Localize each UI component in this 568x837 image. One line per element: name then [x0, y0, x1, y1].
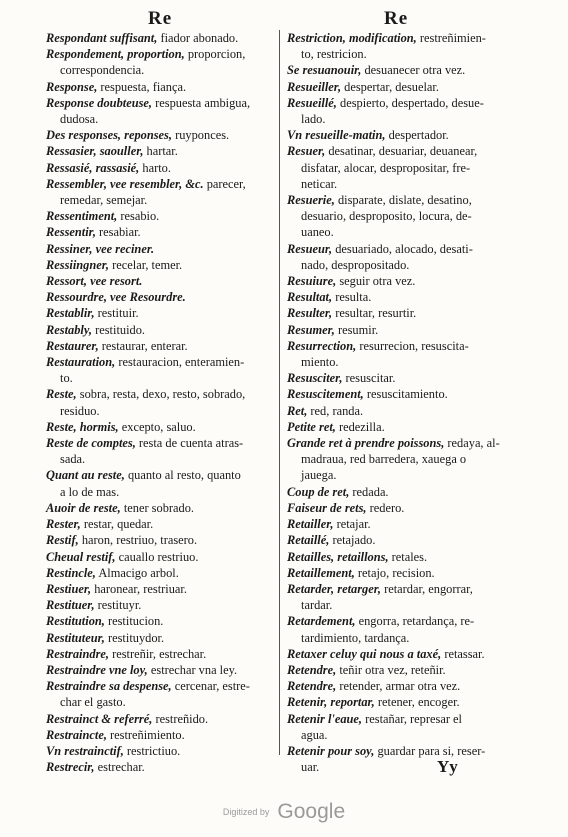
- dictionary-entry: [46, 630, 278, 646]
- dictionary-entry: [46, 79, 278, 95]
- entry-headword: Retenir, reportar,: [287, 695, 375, 710]
- entry-definition: resabio.: [120, 209, 160, 224]
- entry-definition: retender, armar otra vez.: [339, 679, 461, 694]
- dictionary-entry: [46, 224, 278, 240]
- entry-definition: respuesta ambigua,: [155, 95, 251, 110]
- entry-headword: Retaillement,: [287, 565, 355, 580]
- entry-definition: retajado.: [332, 533, 376, 548]
- entry-definition: Almacigo arbol.: [98, 565, 179, 580]
- entry-definition: teñir otra vez, reteñir.: [339, 662, 446, 677]
- entry-headword: Restrecir,: [46, 760, 95, 775]
- entry-headword: Restrainct & referré,: [46, 711, 153, 726]
- entry-definition: restañar, represar el: [365, 711, 462, 726]
- entry-definition: resurrecion, resuscita-: [359, 338, 469, 353]
- dictionary-entry: [287, 419, 519, 435]
- entry-headword: Retailles, retaillons,: [287, 549, 389, 564]
- dictionary-entry: [287, 500, 519, 516]
- dictionary-entry: [46, 711, 278, 727]
- dictionary-entry: [46, 127, 278, 143]
- entry-headword: Retailler,: [287, 517, 334, 532]
- entry-definition: cercenar, estre-: [174, 679, 250, 694]
- entry-headword: Resuscitement,: [287, 387, 364, 402]
- entry-definition: restreñido.: [155, 711, 209, 726]
- entry-definition-continued: a lo de mas.: [60, 484, 120, 499]
- entry-definition: desatinar, desuariar, deuanear,: [328, 144, 478, 159]
- entry-headword: Restituteur,: [46, 630, 105, 645]
- entry-headword: Response doubteuse,: [46, 95, 153, 110]
- entry-headword: Vn resueille-matin,: [287, 128, 386, 143]
- entry-definition: retardar, engorrar,: [384, 581, 473, 596]
- dictionary-entry: [287, 370, 519, 386]
- entry-definition: disparate, dislate, desatino,: [337, 193, 472, 208]
- dictionary-entry: [287, 386, 519, 402]
- entry-headword: Ret,: [287, 403, 308, 418]
- entry-definition-continued: tardimiento, tardança.: [301, 630, 410, 645]
- entry-definition: retener, encoger.: [377, 695, 460, 710]
- dictionary-entry: [287, 581, 519, 613]
- dictionary-entry: [287, 549, 519, 565]
- entry-definition: quanto al resto, quanto: [127, 468, 241, 483]
- entry-definition: harto.: [142, 160, 171, 175]
- entry-definition: hartar.: [146, 144, 178, 159]
- entry-headword: Retaillé,: [287, 533, 330, 548]
- left-running-head: Re: [148, 8, 173, 29]
- entry-headword: Respondement, proportion,: [46, 47, 185, 62]
- entry-headword: Ressasier, saouller,: [46, 144, 144, 159]
- entry-definition: redada.: [352, 484, 389, 499]
- entry-definition-continued: miento.: [301, 355, 339, 370]
- entry-headword: Resueiller,: [287, 79, 342, 94]
- entry-definition: desuanecer otra vez.: [364, 63, 466, 78]
- entry-headword: Retardement,: [287, 614, 356, 629]
- entry-headword: Restraindre vne loy,: [46, 662, 148, 677]
- signature-mark: Yy: [437, 757, 458, 776]
- dictionary-entry: [287, 62, 519, 78]
- entry-headword: Restriction, modification,: [287, 31, 417, 45]
- dictionary-entry: [46, 322, 278, 338]
- entry-definition: restitucion.: [107, 614, 164, 629]
- entry-headword: Retendre,: [287, 679, 337, 694]
- entry-definition: seguir otra vez.: [339, 274, 416, 289]
- digitized-watermark: [0, 800, 568, 824]
- dictionary-entry: [46, 273, 278, 289]
- entry-headword: Reste, hormis,: [46, 419, 119, 434]
- dictionary-entry: [46, 435, 278, 467]
- entry-headword: Restitution,: [46, 614, 105, 629]
- entry-definition: resta de cuenta atras-: [138, 436, 244, 451]
- entry-headword: Retaxer celuy qui nous a taxé,: [287, 646, 442, 661]
- entry-headword: Se resuanouir,: [287, 63, 362, 78]
- dictionary-entry: [46, 208, 278, 224]
- entry-headword: Quant au reste,: [46, 468, 125, 483]
- dictionary-entry: [46, 176, 278, 208]
- entry-definition: restituido.: [95, 322, 146, 337]
- entry-definition: resultar, resurtir.: [335, 306, 417, 321]
- entry-headword: Ressentir,: [46, 225, 96, 240]
- dictionary-entry: [46, 386, 278, 418]
- dictionary-entry: [46, 354, 278, 386]
- entry-headword: Restituer,: [46, 598, 95, 613]
- right-column: [287, 30, 519, 775]
- dictionary-entry: [287, 532, 519, 548]
- entry-definition: restaurar, enterar.: [101, 338, 188, 353]
- dictionary-entry: [46, 500, 278, 516]
- dictionary-entry: [287, 646, 519, 662]
- dictionary-entry: [46, 581, 278, 597]
- entry-headword: Restraindre,: [46, 646, 109, 661]
- dictionary-entry: [287, 30, 519, 62]
- dictionary-entry: [287, 565, 519, 581]
- entry-definition: restauracion, enteramien-: [118, 355, 245, 370]
- entry-headword: Restiuer,: [46, 581, 92, 596]
- entry-headword: Respondant suffisant,: [46, 31, 158, 45]
- dictionary-entry: [46, 467, 278, 499]
- entry-headword: Reste,: [46, 387, 77, 402]
- entry-definition-continued: nado, despropositado.: [301, 257, 410, 272]
- entry-headword: Resuiure,: [287, 274, 337, 289]
- entry-definition: redaya, al-: [447, 436, 500, 451]
- entry-definition: recelar, temer.: [112, 257, 183, 272]
- entry-definition-continued: to.: [60, 371, 73, 386]
- entry-definition: sobra, resta, dexo, resto, sobrado,: [79, 387, 246, 402]
- dictionary-entry: [287, 403, 519, 419]
- dictionary-entry: [46, 613, 278, 629]
- entry-headword: Ressentiment,: [46, 209, 118, 224]
- entry-definition: resabiar.: [99, 225, 141, 240]
- entry-definition: ruyponces.: [175, 128, 230, 143]
- entry-headword: Restaurer,: [46, 338, 99, 353]
- entry-definition: haronear, restriuar.: [94, 581, 187, 596]
- watermark-brand: Google: [277, 800, 346, 823]
- entry-definition-continued: disfatar, alocar, despropositar, fre-: [301, 160, 471, 175]
- dictionary-entry: [287, 322, 519, 338]
- dictionary-entry: [46, 549, 278, 565]
- entry-headword: Restif,: [46, 533, 79, 548]
- entry-definition: despertador.: [388, 128, 449, 143]
- entry-definition: restituyr.: [97, 598, 142, 613]
- dictionary-entry: [46, 516, 278, 532]
- entry-headword: Vn restrainctif,: [46, 743, 124, 758]
- dictionary-entry: [46, 95, 278, 127]
- entry-definition-continued: uaneo.: [301, 225, 334, 240]
- dictionary-entry: [46, 532, 278, 548]
- entry-definition: estrechar vna ley.: [150, 662, 238, 677]
- dictionary-entry: [287, 273, 519, 289]
- entry-headword: Ressourdre, vee Resourdre.: [46, 290, 186, 305]
- entry-definition-continued: char el gasto.: [60, 695, 126, 710]
- dictionary-entry: [287, 241, 519, 273]
- entry-headword: Des responses, reponses,: [46, 128, 172, 143]
- dictionary-entry: [46, 257, 278, 273]
- entry-headword: Resueur,: [287, 241, 333, 256]
- entry-definition: retassar.: [444, 646, 485, 661]
- entry-headword: Resuer,: [287, 144, 326, 159]
- entry-headword: Restablir,: [46, 306, 95, 321]
- entry-headword: Resulter,: [287, 306, 333, 321]
- entry-headword: Retenir pour soy,: [287, 743, 375, 758]
- dictionary-entry: [287, 95, 519, 127]
- entry-definition-continued: correspondencia.: [60, 63, 145, 78]
- entry-headword: Ressiingner,: [46, 257, 110, 272]
- entry-definition: estrechar.: [97, 760, 145, 775]
- entry-definition-continued: jauega.: [301, 468, 337, 483]
- entry-definition: redero.: [369, 500, 405, 515]
- entry-headword: Resumer,: [287, 322, 335, 337]
- entry-definition-continued: dudosa.: [60, 112, 99, 127]
- entry-headword: Petite ret,: [287, 419, 336, 434]
- entry-definition: parecer,: [206, 176, 246, 191]
- dictionary-entry: [287, 192, 519, 241]
- entry-definition: guardar para si, reser-: [377, 743, 486, 758]
- entry-definition: desuariado, alocado, desati-: [335, 241, 473, 256]
- entry-headword: Rester,: [46, 517, 81, 532]
- dictionary-entry: [287, 613, 519, 645]
- dictionary-entry: [46, 743, 278, 759]
- entry-headword: Reste de comptes,: [46, 436, 136, 451]
- dictionary-entry: [46, 662, 278, 678]
- entry-definition: restreñimien-: [419, 31, 486, 45]
- dictionary-entry: [287, 435, 519, 484]
- dictionary-entry: [46, 727, 278, 743]
- dictionary-entry: [46, 305, 278, 321]
- dictionary-entry: [46, 241, 278, 257]
- entry-definition-continued: sada.: [60, 452, 86, 467]
- left-column: [46, 30, 278, 775]
- entry-definition: despertar, desuelar.: [344, 79, 439, 94]
- dictionary-entry: [46, 160, 278, 176]
- entry-headword: Auoir de reste,: [46, 500, 121, 515]
- entry-headword: Ressembler, vee resembler, &c.: [46, 176, 204, 191]
- dictionary-entry: [287, 79, 519, 95]
- entry-definition-continued: madraua, red barredera, xauega o: [301, 452, 467, 467]
- entry-headword: Resuerie,: [287, 193, 335, 208]
- dictionary-entry: [46, 759, 278, 775]
- entry-headword: Cheual restif,: [46, 549, 116, 564]
- entry-definition-continued: agua.: [301, 727, 328, 742]
- dictionary-entry: [287, 484, 519, 500]
- column-divider: [279, 30, 280, 755]
- entry-definition: resuscitamiento.: [366, 387, 448, 402]
- dictionary-entry: [287, 516, 519, 532]
- entry-definition: resumir.: [337, 322, 379, 337]
- entry-headword: Resultat,: [287, 290, 333, 305]
- entry-definition: restituir.: [97, 306, 139, 321]
- dictionary-entry: [46, 419, 278, 435]
- dictionary-entry: [287, 127, 519, 143]
- dictionary-entry: [287, 678, 519, 694]
- dictionary-entry: [287, 289, 519, 305]
- entry-definition: restreñimiento.: [110, 727, 185, 742]
- entry-definition-continued: uar.: [301, 760, 320, 775]
- entry-definition-continued: remedar, semejar.: [60, 193, 148, 208]
- entry-definition: restrictiuo.: [126, 743, 181, 758]
- entry-definition: retajo, recision.: [357, 565, 435, 580]
- entry-definition: haron, restriuo, trasero.: [81, 533, 198, 548]
- dictionary-entry: [46, 289, 278, 305]
- entry-definition: despierto, despertado, desue-: [340, 95, 484, 110]
- entry-headword: Resusciter,: [287, 371, 343, 386]
- entry-definition-continued: lado.: [301, 112, 326, 127]
- entry-definition: resulta.: [335, 290, 372, 305]
- dictionary-entry: [287, 662, 519, 678]
- entry-definition: resuscitar.: [345, 371, 396, 386]
- dictionary-entry: [287, 694, 519, 710]
- entry-definition-continued: desuario, desproposito, locura, de-: [301, 209, 472, 224]
- entry-headword: Ressiner, vee reciner.: [46, 241, 155, 256]
- entry-headword: Restincle,: [46, 565, 96, 580]
- entry-definition: cauallo restriuo.: [118, 549, 199, 564]
- entry-headword: Restauration,: [46, 355, 116, 370]
- entry-definition-continued: residuo.: [60, 403, 100, 418]
- entry-definition: respuesta, fiança.: [100, 79, 187, 94]
- watermark-prefix: Digitized by: [222, 807, 270, 817]
- entry-headword: Resueillé,: [287, 95, 337, 110]
- entry-definition: retajar.: [336, 517, 371, 532]
- entry-definition: excepto, saluo.: [121, 419, 196, 434]
- entry-headword: Restraincte,: [46, 727, 107, 742]
- dictionary-entry: [287, 743, 519, 775]
- entry-definition: retales.: [391, 549, 428, 564]
- dictionary-entry: [46, 143, 278, 159]
- dictionary-entry: [46, 46, 278, 78]
- entry-headword: Restraindre sa despense,: [46, 679, 172, 694]
- dictionary-entry: [287, 711, 519, 743]
- entry-headword: Grande ret à prendre poissons,: [287, 436, 445, 451]
- entry-headword: Retenir l'eaue,: [287, 711, 363, 726]
- dictionary-entry: [287, 143, 519, 192]
- entry-definition-continued: tardar.: [301, 598, 333, 613]
- dictionary-entry: [46, 597, 278, 613]
- entry-headword: Retarder, retarger,: [287, 581, 381, 596]
- entry-definition-continued: neticar.: [301, 176, 338, 191]
- entry-definition-continued: to, restricion.: [301, 47, 367, 62]
- entry-headword: Faiseur de rets,: [287, 500, 367, 515]
- entry-headword: Coup de ret,: [287, 484, 350, 499]
- dictionary-entry: [46, 565, 278, 581]
- entry-headword: Response,: [46, 79, 98, 94]
- entry-definition: fiador abonado.: [160, 31, 239, 45]
- entry-headword: Retendre,: [287, 662, 337, 677]
- entry-headword: Restably,: [46, 322, 92, 337]
- dictionary-entry: [46, 338, 278, 354]
- entry-headword: Ressasié, rassasié,: [46, 160, 140, 175]
- dictionary-entry: [46, 30, 278, 46]
- entry-definition: restreñir, estrechar.: [112, 646, 207, 661]
- entry-definition: proporcion,: [187, 47, 246, 62]
- right-running-head: Re: [384, 8, 409, 29]
- entry-definition: red, randa.: [310, 403, 364, 418]
- dictionary-entry: [287, 338, 519, 370]
- entry-definition: tener sobrado.: [123, 500, 194, 515]
- entry-headword: Resurrection,: [287, 338, 357, 353]
- dictionary-entry: [287, 305, 519, 321]
- entry-definition: redezilla.: [338, 419, 385, 434]
- entry-headword: Ressort, vee resort.: [46, 274, 143, 289]
- entry-definition: restituydor.: [107, 630, 165, 645]
- entry-definition: restar, quedar.: [83, 517, 154, 532]
- entry-definition: engorra, retardança, re-: [358, 614, 475, 629]
- dictionary-entry: [46, 678, 278, 710]
- dictionary-entry: [46, 646, 278, 662]
